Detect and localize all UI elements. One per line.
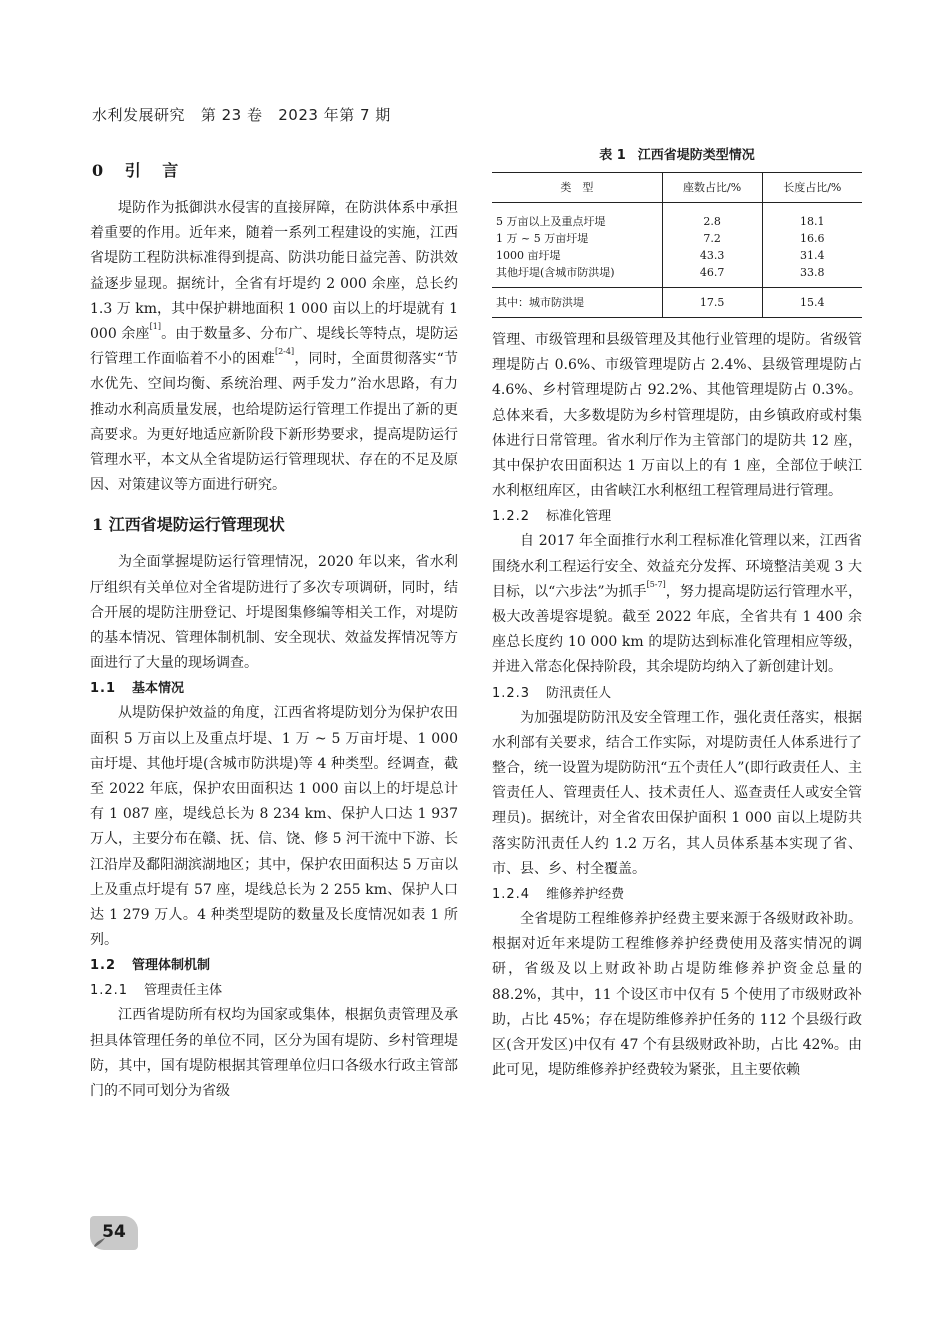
table-1-title: 江西省堤防类型情况 [637, 148, 755, 163]
section-1-1-heading [90, 676, 458, 701]
table-cell-type: 5 万亩以上及重点圩堤 [496, 215, 606, 228]
table-cell-count: 2.8 [662, 203, 762, 231]
section-1-2-1-paragraph: 江西省堤防所有权均为国家或集体，根据负责管理及承担具体管理任务的单位不同，区分为国有堤防、乡村管理堤防，其中，国有堤防根据其管理单位归口各级水行政主管部门的不同可划分为省级 [90, 1007, 458, 1100]
journal-issue: 2023 年第 7 期 [278, 106, 391, 124]
table-cell-length: 33.8 [762, 264, 862, 288]
section-1-2-2-heading [492, 504, 862, 529]
section-1-2-2-title: 标准化管理 [546, 509, 612, 525]
section-1-title: 1 江西省堤防运行管理现状 [92, 515, 285, 535]
intro-text-c: ，同时，全面贯彻落实“节水优先、空间均衡、系统治理、两手发力”治水思路，有力推动水利高质量发展，也给堤防运行管理工作提出了新的更高要求。为更好地适应新阶段下新形势要求，提高堤防运行管理水平，本文从全省堤防运行管理现状、存在的不足及原因、对策建议等方面进行研究。 [90, 351, 458, 494]
table-cell-length: 15.4 [762, 288, 862, 318]
table-cell-type: 其中：城市防洪堤 [492, 288, 662, 318]
section-1-2-2-text-b: ，努力提高堤防运行管理水平，极大改善堤容堤貌。截至 2022 年底，全省共有 1 400 余座总长度约 10 000 km 的堤防达到标准化管理相应等级，并进入常态化保持阶段，其余堤防均纳入了新创建计划。 [492, 583, 862, 676]
table-row [492, 230, 862, 247]
page-number: 54 [102, 1222, 126, 1242]
intro-text-a: 堤防作为抵御洪水侵害的直接屏障，在防洪体系中承担着重要的作用。近年来，随着一系列工程建设的实施，江西省堤防工程防洪标准得到提高、防洪功能日益完善、防洪效益逐步显现。据统计，全省有圩堤约 2 000 余座，总长约 1.3 万 km，其中保护耕地面积 1 000 亩以上的圩堤就有 1 000 余座 [90, 200, 458, 343]
intro-paragraph [90, 196, 458, 498]
water-drop-icon [92, 1236, 108, 1248]
table-cell-type: 其他圩堤(含城市防洪堤) [496, 266, 615, 279]
section-1-2-number: 1.2 [90, 958, 117, 974]
table-header-cell: 座数占比/% [662, 173, 762, 203]
section-1-1-paragraph: 从堤防保护效益的角度，江西省将堤防划分为保护农田面积 5 万亩以上及重点圩堤、1 万 ~ 5 万亩圩堤、1 000 亩圩堤、其他圩堤(含城市防洪堤)等 4 种类型。经调查，截至 2022 年底，保护农田面积达 1 000 亩以上的圩堤总计有 1 087 座，堤线总长为 8 234 km、保护人口达 1 937 万人，主要分布在赣、抚、信、饶、修 5 河干流中下游、长江沿岸及鄱阳湖滨湖地区；其中，保护农田面积达 5 万亩以上及重点圩堤有 57 座，堤线总长为 2 255 km、保护人口达 1 279 万人。4 种类型堤防的数量及长度情况如表 1 所列。 [90, 705, 458, 949]
section-1-2-1-number: 1.2.1 [90, 983, 129, 999]
section-1-2-3-heading [492, 681, 862, 706]
section-1-2-3-title: 防汛责任人 [546, 685, 612, 701]
section-1-2-1-continuation: 管理、市级管理和县级管理及其他行业管理的堤防。省级管理堤防占 0.6%、市级管理堤防占 2.4%、县级管理堤防占 4.6%、乡村管理堤防占 92.2%、其他管理堤防占 0.3%。总体来看，大多数堤防为乡村管理堤防，由乡镇政府或村集体进行日常管理。省水利厅作为主管部门的堤防共 12 座，其中保护农田面积达 1 万亩以上的有 1 座，全部位于峡江水利枢纽库区，由省峡江水利枢纽工程管理局进行管理。 [492, 332, 862, 500]
table-row [492, 247, 862, 264]
table-cell-count: 46.7 [662, 264, 762, 288]
table-cell-count: 43.3 [662, 247, 762, 264]
citation-5-7[interactable]: [5-7] [646, 579, 666, 589]
section-1-1-title: 基本情况 [132, 681, 185, 697]
table-1 [492, 146, 862, 318]
table-1-caption [492, 146, 862, 166]
citation-1[interactable]: [1] [149, 322, 161, 332]
table-cell-count: 7.2 [662, 230, 762, 247]
page-number-badge [90, 1216, 138, 1250]
table-cell-type: 1000 亩圩堤 [496, 249, 561, 262]
section-1-2-3-paragraph: 为加强堤防防汛及安全管理工作，强化责任落实，根据水利部有关要求，结合工作实际，对堤防责任人体系进行了整合，统一设置为堤防防汛“五个责任人”(即行政责任人、主管责任人、管理责任人、技术责任人、巡查责任人或安全管理员)。据统计，对全省农田保护面积 1 000 亩以上堤防共落实防汛责任人约 1.2 万名，其人员体系基本实现了省、市、县、乡、村全覆盖。 [492, 709, 862, 877]
table-1-number: 表 1 [599, 148, 626, 163]
section-1-1-number: 1.1 [90, 681, 117, 697]
journal-volume: 第 23 卷 [200, 106, 263, 124]
table-1-grid [492, 172, 862, 318]
table-header-cell: 类 型 [492, 173, 662, 203]
running-header [92, 104, 391, 125]
section-1-2-3-number: 1.2.3 [492, 685, 531, 701]
citation-2-4[interactable]: [2-4] [274, 347, 295, 357]
section-1-2-2-number: 1.2.2 [492, 509, 531, 525]
table-cell-count: 17.5 [662, 288, 762, 318]
table-cell-length: 31.4 [762, 247, 862, 264]
table-cell-type: 1 万 ~ 5 万亩圩堤 [496, 232, 589, 245]
left-column [90, 152, 458, 1104]
table-cell-length: 16.6 [762, 230, 862, 247]
section-1-2-4-heading [492, 882, 862, 907]
table-header-row [492, 173, 862, 203]
section-1-2-4-number: 1.2.4 [492, 887, 531, 903]
section-1-2-heading [90, 953, 458, 978]
intro-text-b: 。由于数量多、分布广、堤线长等特点，堤防运行管理工作面临着不小的困难 [90, 326, 459, 368]
section-1-2-1-title: 管理责任主体 [144, 983, 223, 999]
section-1-2-1-heading [90, 978, 458, 1003]
section-1-2-title: 管理体制机制 [132, 958, 211, 974]
section-1-2-4-paragraph: 全省堤防工程维修养护经费主要来源于各级财政补助。根据对近年来堤防工程维修养护经费使用及落实情况的调研，省级及以上财政补助占堤防维修养护资金总量的 88.2%，其中，11 个设区市中仅有 5 个使用了市级财政补助，占比 45%；存在堤防维修养护任务的 112 个县级行政区(含开发区)中仅有 47 个有县级财政补助，占比 42%。由此可见，堤防维修养护经费较为紧张，且主要依赖 [492, 911, 862, 1079]
section-0-title: 0 引 言 [92, 161, 187, 180]
table-footer-row [492, 288, 862, 318]
right-column [492, 146, 862, 1083]
table-header-cell: 长度占比/% [762, 173, 862, 203]
journal-name: 水利发展研究 [92, 106, 186, 124]
section-1-2-2-paragraph [492, 529, 862, 680]
section-1-paragraph: 为全面掌握堤防运行管理情况，2020 年以来，省水利厅组织有关单位对全省堤防进行了多次专项调研，同时，结合开展的堤防注册登记、圩堤图集修编等相关工作，对堤防的基本情况、管理体制机制、安全现状、效益发挥情况等方面进行了大量的现场调查。 [90, 554, 458, 672]
section-1-2-2-text-a: 自 2017 年全面推行水利工程标准化管理以来，江西省围绕水利工程运行安全、效益充分发挥、环境整洁美观 3 大目标，以“六步法”为抓手 [492, 533, 862, 600]
table-cell-length: 18.1 [762, 203, 862, 231]
section-1-2-4-title: 维修养护经费 [546, 887, 625, 903]
table-row [492, 203, 862, 231]
table-row [492, 264, 862, 288]
